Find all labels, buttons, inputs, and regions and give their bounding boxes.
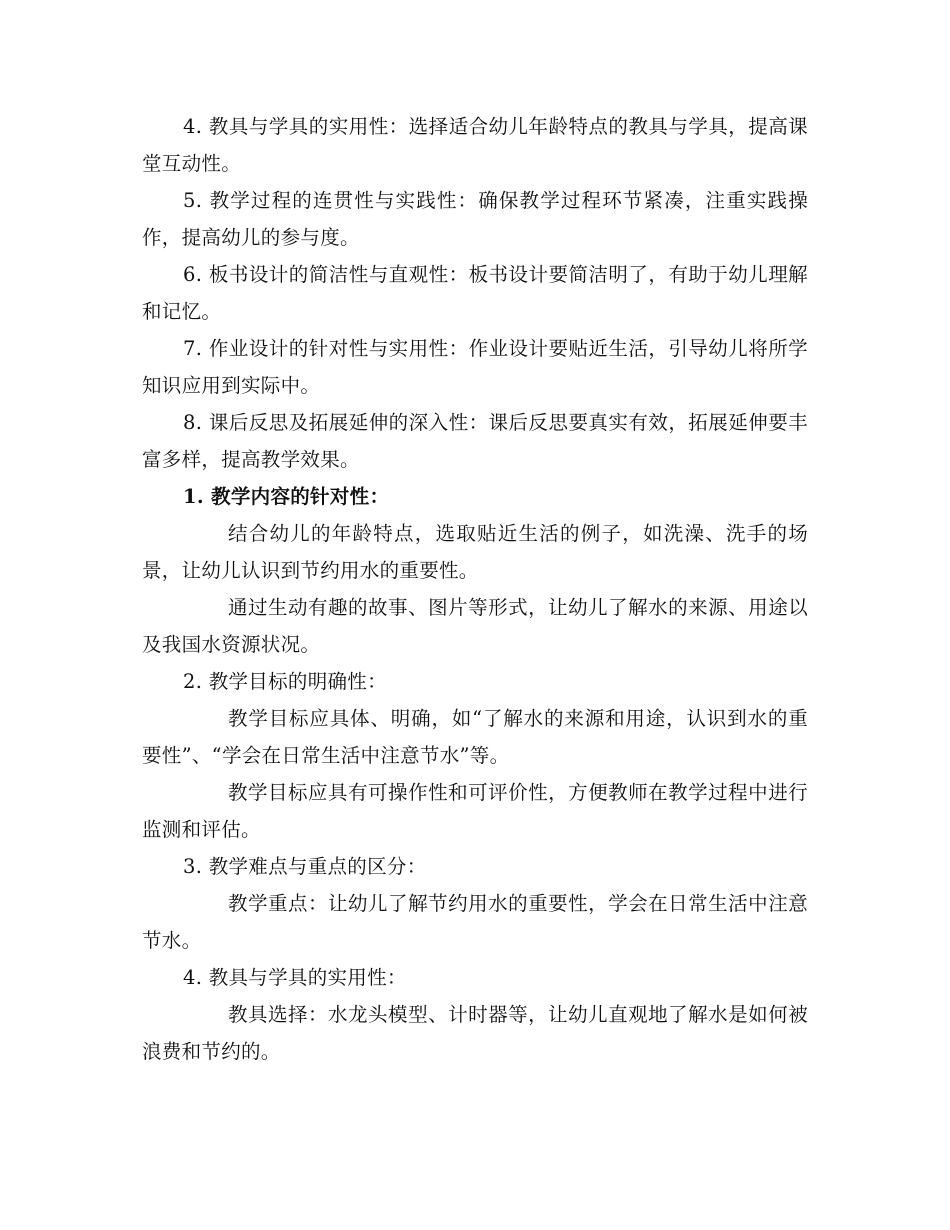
sub-paragraph-content-examples: 结合幼儿的年龄特点，选取贴近生活的例子，如洗澡、洗手的场景，让幼儿认识到节约用水的重要性。 (142, 522, 808, 582)
sub-paragraph-goals-specific: 教学目标应具体、明确，如“了解水的来源和用途，认识到水的重要性”、“学会在日常生活中注意节水”等。 (142, 707, 808, 767)
list-item-4-teaching-aids: 4. 教具与学具的实用性：选择适合幼儿年龄特点的教具与学具，提高课堂互动性。 (142, 115, 808, 175)
list-item-8-reflection: 8. 课后反思及拓展延伸的深入性：课后反思要真实有效，拓展延伸要丰富多样，提高教学效果。 (142, 411, 808, 471)
section-heading-teaching-aids: 4. 教具与学具的实用性： (183, 966, 407, 989)
list-item-7-homework-design: 7. 作业设计的针对性与实用性：作业设计要贴近生活，引导幼儿将所学知识应用到实际中。 (142, 337, 808, 397)
section-heading-teaching-goals: 2. 教学目标的明确性： (183, 670, 387, 693)
list-item-5-teaching-process: 5. 教学过程的连贯性与实践性：确保教学过程环节紧凑，注重实践操作，提高幼儿的参与度。 (142, 189, 808, 249)
list-item-6-blackboard-design: 6. 板书设计的简洁性与直观性：板书设计要简洁明了，有助于幼儿理解和记忆。 (142, 263, 808, 323)
sub-paragraph-goals-measurable: 教学目标应具有可操作性和可评价性，方便教师在教学过程中进行监测和评估。 (142, 781, 808, 841)
sub-paragraph-aids-selection: 教具选择：水龙头模型、计时器等，让幼儿直观地了解水是如何被浪费和节约的。 (142, 1003, 808, 1063)
section-heading-key-points: 3. 教学难点与重点的区分： (183, 855, 427, 878)
sub-paragraph-key-points: 教学重点：让幼儿了解节约用水的重要性，学会在日常生活中注意节水。 (142, 892, 808, 952)
sub-paragraph-content-stories: 通过生动有趣的故事、图片等形式，让幼儿了解水的来源、用途以及我国水资源状况。 (142, 596, 808, 656)
section-heading-teaching-content: 1. 教学内容的针对性： (183, 485, 390, 508)
